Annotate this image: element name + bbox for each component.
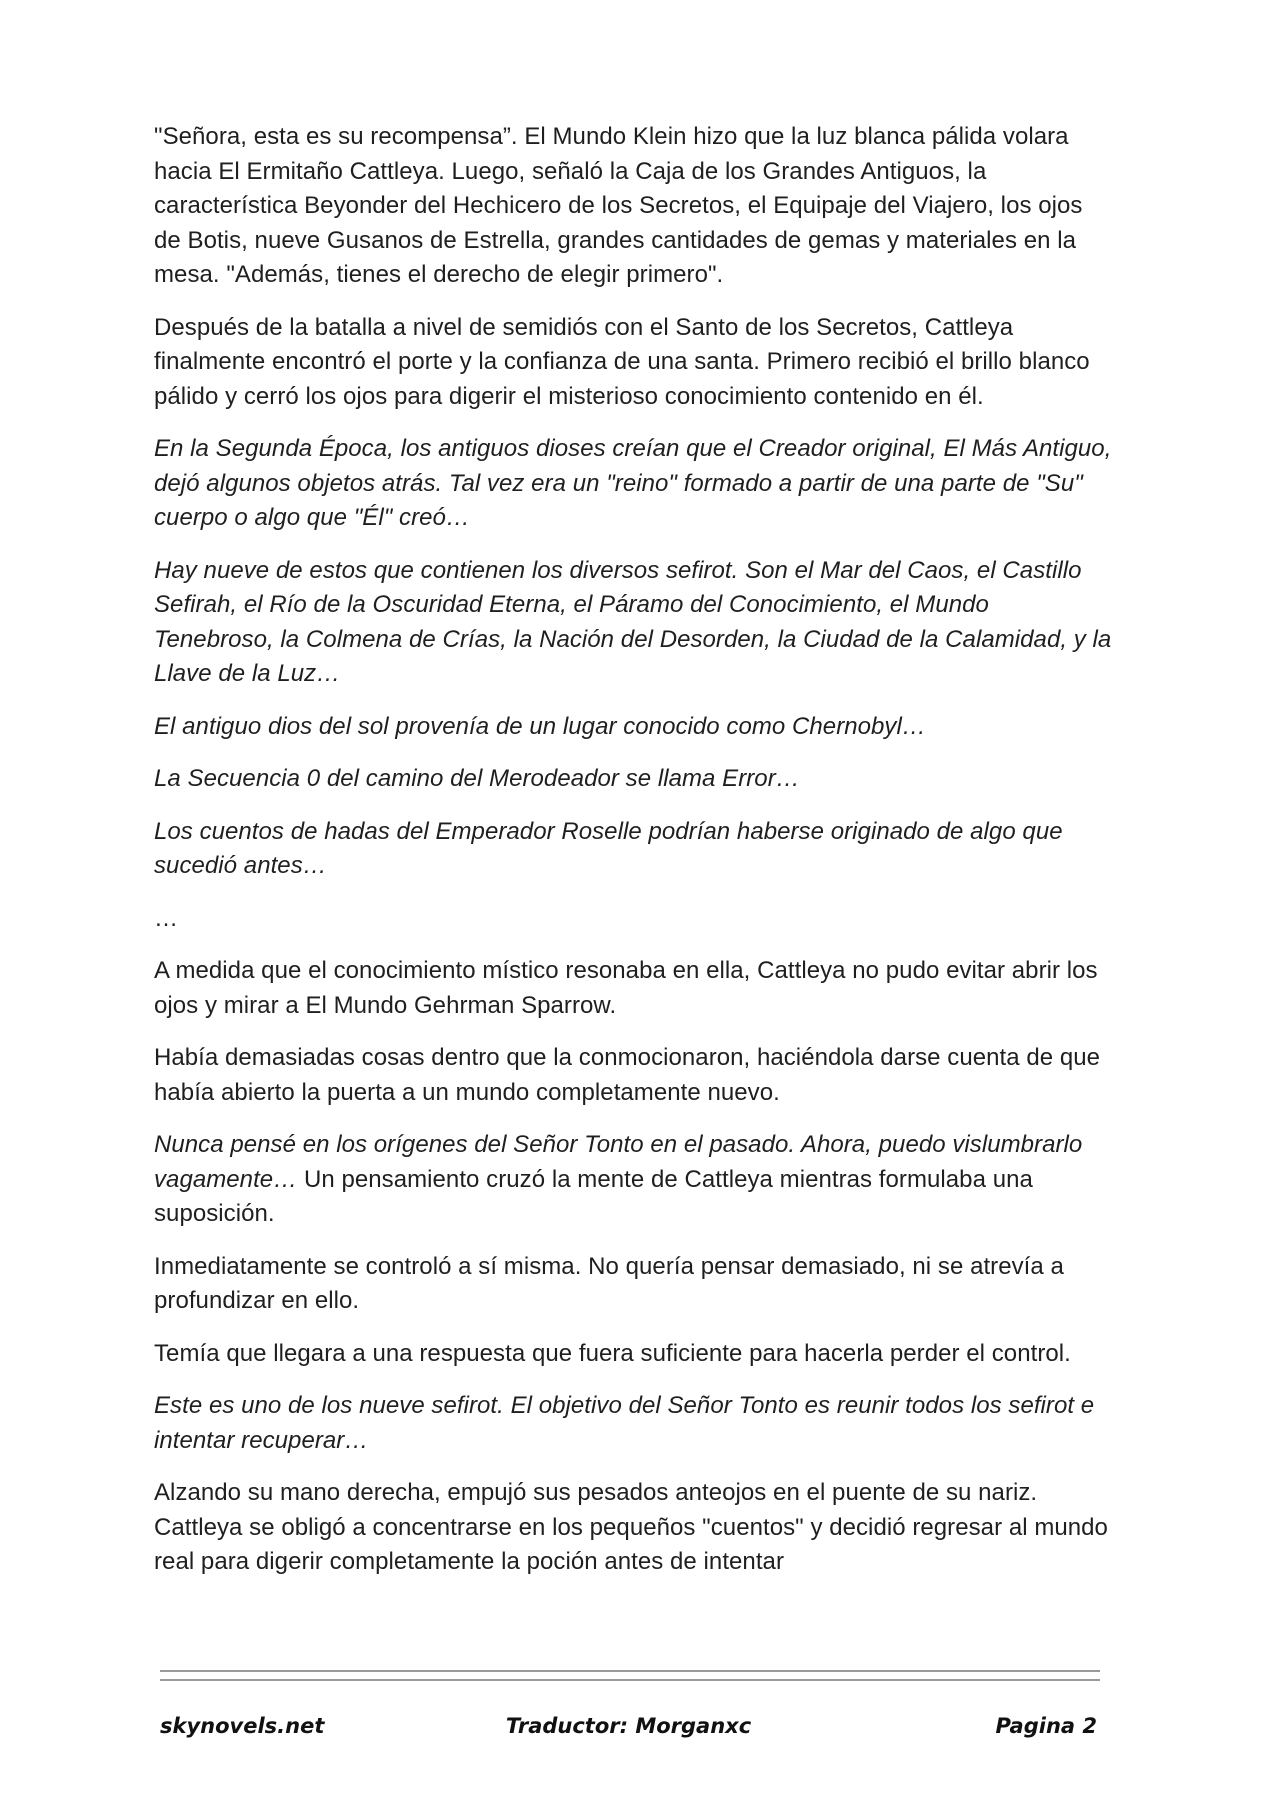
footer-page-number: Pagina 2 [995,1714,1097,1738]
paragraph: Había demasiadas cosas dentro que la conmocionaron, haciéndola darse cuenta de que había abierto la puerta a un mundo completamente nuevo. [154,1044,1101,1106]
inner-thought: Nunca pensé en los orígenes del Señor Tonto en el pasado. Ahora, puedo vislumbrarlo vagamente… [154,1131,1083,1193]
divider-line [160,1670,1100,1672]
divider-line [160,1679,1100,1681]
italic-paragraph: La Secuencia 0 del camino del Merodeador se llama Error… [154,765,800,792]
footer-divider [160,1670,1100,1681]
page-body [154,120,1114,1598]
italic-paragraph: Este es uno de los nueve sefirot. El objetivo del Señor Tonto es reunir todos los sefirot e intentar recuperar… [154,1392,1095,1454]
italic-paragraph: El antiguo dios del sol provenía de un lugar conocido como Chernobyl… [154,712,926,740]
paragraph: "Señora, esta es su recompensa”. El Mundo Klein hizo que la luz blanca pálida volara hacia El Ermitaño Cattleya. Luego, señaló la Caja de los Grandes Antiguos, la característica Beyonder del Hechicero de los Secretos, el Equipaje del Viajero, los ojos de Botis, nueve Gusanos de Estrella, grandes cantidades de gemas y materiales en la mesa. "Además, tienes el derecho de elegir primero". [154,123,1083,288]
mixed-paragraph [154,1128,1114,1232]
narration: Un pensamiento cruzó la mente de Cattleya mientras formulaba una suposición. [154,1165,1033,1227]
italic-paragraph: Hay nueve de estos que contienen los diversos sefirot. Son el Mar del Caos, el Castillo Sefirah, el Río de la Oscuridad Eterna, el Páramo del Conocimiento, el Mundo Tenebroso, la Colmena de Crías, la Nación del Desorden, la Ciudad de la Calamidad, y la Llave de la Luz… [154,556,1112,687]
page-footer [160,1714,1097,1748]
footer-translator: Traductor: Morganxc [505,1714,752,1738]
italic-paragraph: Los cuentos de hadas del Emperador Roselle podrían haberse originado de algo que sucedió antes… [154,817,1063,879]
paragraph: Inmediatamente se controló a sí misma. No quería pensar demasiado, ni se atrevía a profundizar en ello. [154,1252,1064,1314]
paragraph: A medida que el conocimiento místico resonaba en ella, Cattleya no pudo evitar abrir los ojos y mirar a El Mundo Gehrman Sparrow. [154,957,1098,1019]
ellipsis-separator: … [154,904,179,932]
paragraph: Temía que llegara a una respuesta que fuera suficiente para hacerla perder el control. [154,1339,1071,1367]
paragraph: Después de la batalla a nivel de semidiós con el Santo de los Secretos, Cattleya finalmente encontró el porte y la confianza de una santa. Primero recibió el brillo blanco pálido y cerró los ojos para digerir el misterioso conocimiento contenido en él. [154,313,1090,410]
footer-site: skynovels.net [160,1714,325,1738]
paragraph: Alzando su mano derecha, empujó sus pesados anteojos en el puente de su nariz. Cattleya se obligó a concentrarse en los pequeños "cuentos" y decidió regresar al mundo real para digerir completamente la poción antes de intentar [154,1479,1108,1575]
italic-paragraph: En la Segunda Época, los antiguos dioses creían que el Creador original, El Más Antiguo, dejó algunos objetos atrás. Tal vez era un "reino" formado a partir de una parte de "Su" cuerpo o algo que "Él" creó… [154,435,1112,531]
